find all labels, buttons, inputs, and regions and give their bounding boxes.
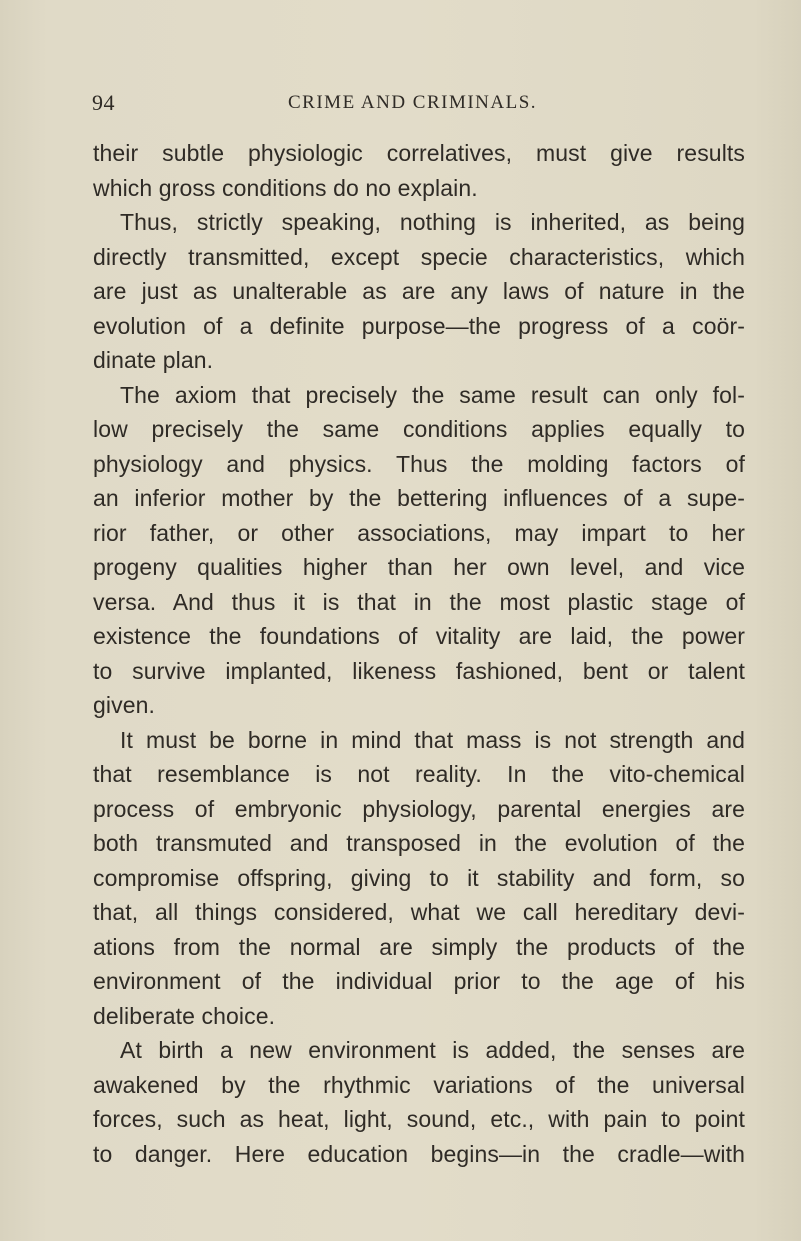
text-line: an inferior mother by the bettering influences of a supe- — [93, 485, 745, 511]
text-line: existence the foundations of vitality are laid, the power — [93, 623, 745, 649]
text-line: rior father, or other associations, may impart to her — [93, 519, 745, 546]
page-header — [92, 90, 732, 120]
text-line: It must be borne in mind that mass is not strength and — [120, 726, 745, 753]
text-line: At birth a new environment is added, the senses are — [120, 1037, 745, 1063]
text-line: progeny qualities higher than her own level, and vice — [93, 554, 745, 580]
text-line: to danger. Here education begins—in the cradle—with — [93, 1140, 745, 1167]
text-line: The axiom that precisely the same result can only fol- — [120, 381, 745, 408]
text-line: to survive implanted, likeness fashioned, bent or talent — [93, 657, 745, 684]
text-line: dinate plan. — [93, 347, 214, 373]
text-line: evolution of a definite purpose—the progress of a coör- — [93, 312, 745, 339]
body-text — [93, 136, 745, 1171]
text-line: versa. And thus it is that in the most plastic stage of — [93, 588, 745, 615]
text-line: given. — [93, 692, 155, 718]
text-line: both transmuted and transposed in the evolution of the — [93, 830, 745, 856]
text-line: their subtle physiologic correlatives, must give results — [93, 140, 745, 166]
page-number: 94 — [92, 90, 115, 115]
text-line: deliberate choice. — [93, 1002, 276, 1029]
text-line: which gross conditions do no explain. — [93, 174, 478, 201]
text-line: physiology and physics. Thus the molding factors of — [93, 450, 745, 477]
text-line: ations from the normal are simply the products of the — [93, 933, 745, 960]
text-line: awakened by the rhythmic variations of the universal — [93, 1071, 745, 1098]
running-title: CRIME AND CRIMINALS. — [288, 92, 538, 113]
text-line: Thus, strictly speaking, nothing is inherited, as being — [120, 209, 745, 235]
text-line: forces, such as heat, light, sound, etc., with pain to point — [93, 1106, 745, 1132]
text-line: compromise offspring, giving to it stability and form, so — [93, 864, 745, 891]
text-line: are just as unalterable as are any laws of nature in the — [93, 278, 745, 304]
text-line: that resemblance is not reality. In the vito-chemical — [93, 761, 745, 787]
text-line: process of embryonic physiology, parental energies are — [93, 795, 745, 822]
text-line: low precisely the same conditions applies equally to — [93, 416, 745, 442]
text-line: that, all things considered, what we call hereditary devi- — [93, 899, 745, 925]
text-line: directly transmitted, except specie characteristics, which — [93, 243, 745, 270]
text-line: environment of the individual prior to the age of his — [93, 968, 745, 994]
